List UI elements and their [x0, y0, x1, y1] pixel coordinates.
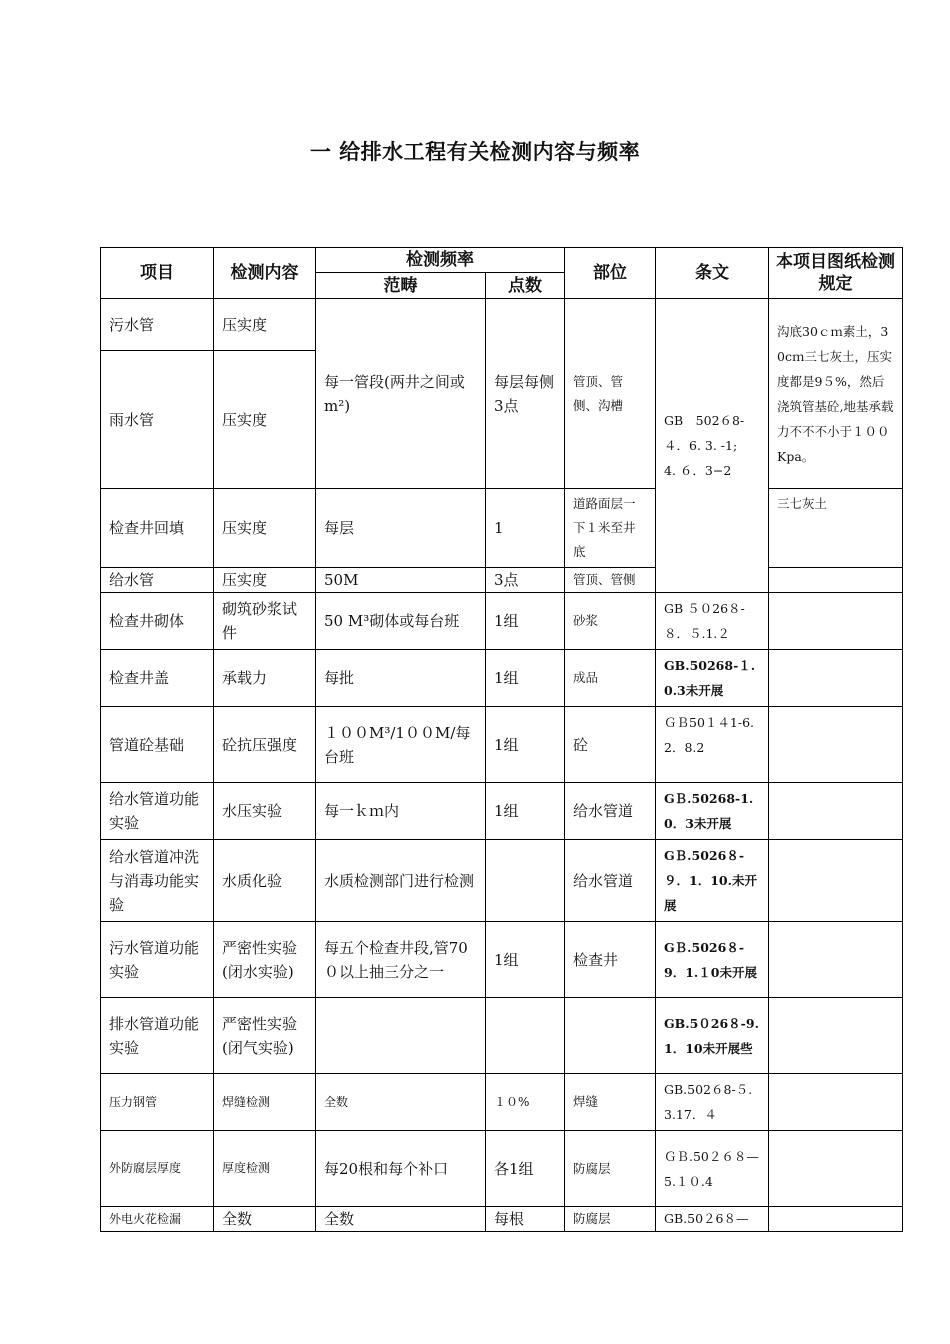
cell-scope: [316, 998, 486, 1074]
cell-item: 外防腐层厚度: [101, 1131, 214, 1207]
cell-item: 给水管道冲洗与消毒功能实验: [101, 840, 214, 922]
cell-location: 砼: [565, 707, 656, 783]
cell-clause: GＢ.5026８-9．1.１0未开展: [656, 922, 769, 998]
cell-points: １０%: [486, 1074, 565, 1131]
cell-points: 1组: [486, 650, 565, 707]
header-item: 项目: [101, 248, 214, 299]
cell-content: 水质化验: [214, 840, 316, 922]
header-location: 部位: [565, 248, 656, 299]
cell-clause: GB.5０26８-9.1．10未开展些: [656, 998, 769, 1074]
cell-content: 砌筑砂浆试件: [214, 593, 316, 650]
cell-item: 污水管: [101, 299, 214, 351]
cell-points: 1: [486, 489, 565, 568]
header-clause: 条文: [656, 248, 769, 299]
cell-location: 成品: [565, 650, 656, 707]
cell-item: 检查井回填: [101, 489, 214, 568]
header-frequency: 检测频率: [316, 248, 565, 273]
cell-clause: ＧＢ.50２６８—5.１０.4: [656, 1131, 769, 1207]
page-title: 一 给排水工程有关检测内容与频率: [309, 140, 641, 164]
cell-rule: [769, 1207, 903, 1232]
cell-scope: 全数: [316, 1074, 486, 1131]
cell-scope: 每20根和每个补口: [316, 1131, 486, 1207]
cell-item: 管道砼基础: [101, 707, 214, 783]
header-points: 点数: [486, 273, 565, 299]
cell-scope: 50M: [316, 568, 486, 593]
cell-content: 严密性实验(闭气实验): [214, 998, 316, 1074]
cell-location: 砂浆: [565, 593, 656, 650]
cell-content: 焊缝检测: [214, 1074, 316, 1131]
cell-location: 给水管道: [565, 840, 656, 922]
cell-content: 水压实验: [214, 783, 316, 840]
cell-content: 承载力: [214, 650, 316, 707]
table-row: [101, 1074, 903, 1131]
table-row: [101, 783, 903, 840]
cell-points: 1组: [486, 707, 565, 783]
cell-location: 管顶、管侧、沟槽: [565, 299, 656, 489]
cell-rule: [769, 707, 903, 783]
cell-item: 给水管: [101, 568, 214, 593]
cell-points: 1组: [486, 593, 565, 650]
cell-rule: [769, 922, 903, 998]
cell-location: 焊缝: [565, 1074, 656, 1131]
cell-content: 压实度: [214, 299, 316, 351]
table-row: [101, 707, 903, 783]
table-row: [101, 568, 903, 593]
cell-rule: 三七灰土: [769, 489, 903, 568]
header-row-1: [101, 248, 903, 273]
cell-location: 检查井: [565, 922, 656, 998]
header-content: 检测内容: [214, 248, 316, 299]
table-row: [101, 650, 903, 707]
cell-rule: [769, 1074, 903, 1131]
cell-scope: 每一ｋｍ内: [316, 783, 486, 840]
cell-item: 排水管道功能实验: [101, 998, 214, 1074]
cell-item: 污水管道功能实验: [101, 922, 214, 998]
cell-scope: 每批: [316, 650, 486, 707]
cell-content: 厚度检测: [214, 1131, 316, 1207]
cell-clause: GB.50268-１.0.3未开展: [656, 650, 769, 707]
cell-scope: １００M³/1００M/每台班: [316, 707, 486, 783]
cell-item: 压力钢管: [101, 1074, 214, 1131]
table-row: [101, 1207, 903, 1232]
inspection-table: [100, 247, 903, 1232]
cell-location: 防腐层: [565, 1131, 656, 1207]
cell-points: 每层每侧3点: [486, 299, 565, 489]
cell-points: 1组: [486, 783, 565, 840]
cell-content: 压实度: [214, 489, 316, 568]
cell-content: 全数: [214, 1207, 316, 1232]
cell-location: 管顶、管侧: [565, 568, 656, 593]
header-scope: 范畴: [316, 273, 486, 299]
cell-content: 严密性实验(闭水实验): [214, 922, 316, 998]
cell-rule: [769, 568, 903, 593]
cell-clause: GB.502６8-５.3.17．４: [656, 1074, 769, 1131]
cell-scope: 水质检测部门进行检测: [316, 840, 486, 922]
cell-rule: [769, 1131, 903, 1207]
cell-clause: GB.50２6８—: [656, 1207, 769, 1232]
cell-scope: 全数: [316, 1207, 486, 1232]
cell-rule: [769, 783, 903, 840]
cell-clause: GB ５０26８-８．５.1.２: [656, 593, 769, 650]
cell-points: 3点: [486, 568, 565, 593]
cell-scope: 每五个检查井段,管70０以上抽三分之一: [316, 922, 486, 998]
cell-points: [486, 840, 565, 922]
table-row: [101, 1131, 903, 1207]
cell-points: 各1组: [486, 1131, 565, 1207]
table-row: [101, 998, 903, 1074]
cell-scope: 50 M³砌体或每台班: [316, 593, 486, 650]
table-row: [101, 299, 903, 351]
cell-item: 检查井盖: [101, 650, 214, 707]
table-row: [101, 489, 903, 568]
cell-clause: GＢ.5026８-９．1．10.未开展: [656, 840, 769, 922]
cell-clause: ＧＢ50１４1-6.2．8.2: [656, 707, 769, 783]
table-row: [101, 593, 903, 650]
cell-rule: [769, 998, 903, 1074]
cell-location: 给水管道: [565, 783, 656, 840]
cell-points: [486, 998, 565, 1074]
cell-scope: 每层: [316, 489, 486, 568]
header-rule: 本项目图纸检测规定: [769, 248, 903, 299]
table-row: [101, 922, 903, 998]
cell-clause: GB 502６8-４．6. 3. -1; 4. ６．3−2: [656, 299, 769, 593]
cell-item: 外电火花检漏: [101, 1207, 214, 1232]
cell-rule: [769, 650, 903, 707]
cell-content: 压实度: [214, 568, 316, 593]
cell-location: [565, 998, 656, 1074]
cell-clause: GＢ.50268-1.0．3未开展: [656, 783, 769, 840]
cell-item: 给水管道功能实验: [101, 783, 214, 840]
cell-location: 道路面层一下１米至井底: [565, 489, 656, 568]
cell-rule: [769, 593, 903, 650]
cell-rule: [769, 840, 903, 922]
cell-rule: 沟底30ｃｍ素土，30cｍ三七灰土，压实度都是9５%，然后浇筑管基砼,地基承载力不不不小于１００Kpa。: [769, 299, 903, 489]
cell-content: 砼抗压强度: [214, 707, 316, 783]
cell-content: 压实度: [214, 351, 316, 489]
cell-points: 1组: [486, 922, 565, 998]
cell-points: 每根: [486, 1207, 565, 1232]
cell-location: 防腐层: [565, 1207, 656, 1232]
cell-item: 雨水管: [101, 351, 214, 489]
cell-item: 检查井砌体: [101, 593, 214, 650]
cell-scope: 每一管段(两井之间或m²): [316, 299, 486, 489]
table-row: [101, 840, 903, 922]
